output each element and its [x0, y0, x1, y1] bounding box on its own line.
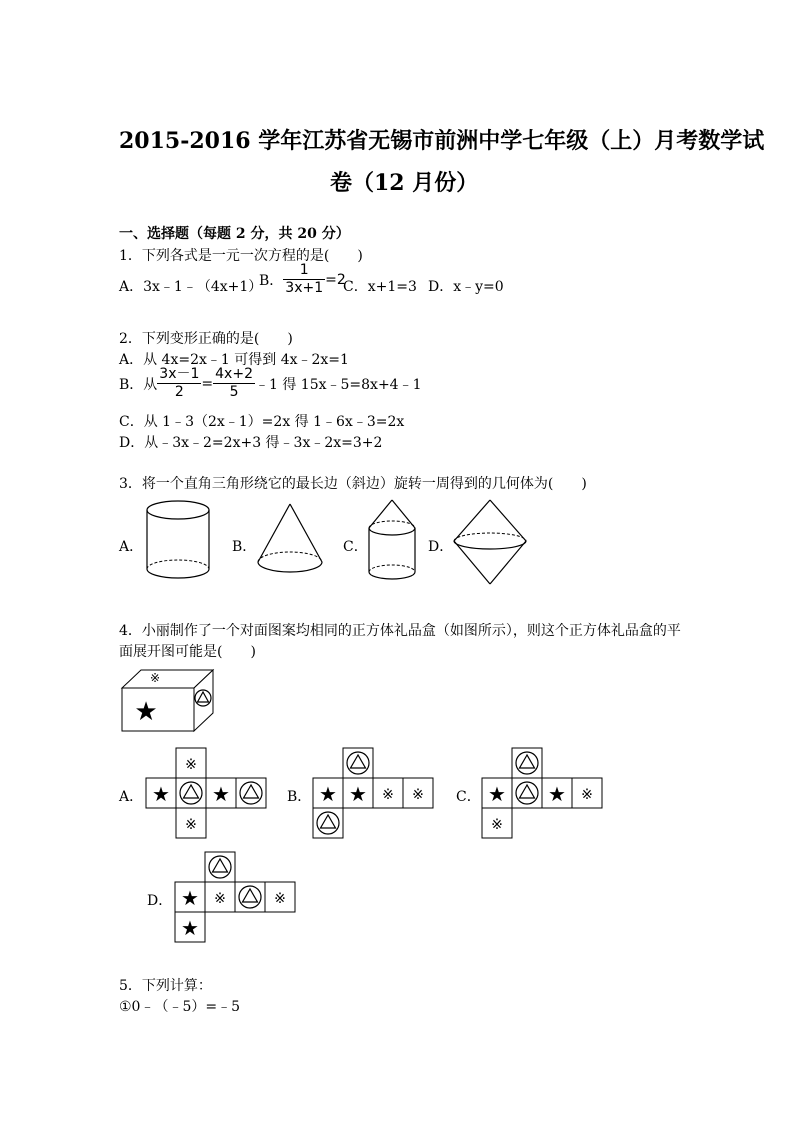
question-4-option-c: C．: [456, 789, 481, 805]
question-1-option-c: C．x+1=3: [343, 279, 417, 295]
fraction-numerator: 1: [283, 262, 325, 280]
mark-icon: ※: [274, 891, 286, 907]
mark-icon: ※: [185, 757, 197, 773]
question-5-stem: 5．下列计算：: [119, 978, 212, 994]
question-1-option-b: [259, 262, 346, 297]
fraction-numerator: 3x－1: [159, 366, 200, 382]
net-c-figure: [482, 747, 632, 839]
question-4-stem-line1: 4．小丽制作了一个对面图案均相同的正方体礼品盒（如图所示），则这个正方体礼品盒的平: [119, 623, 681, 639]
question-4-option-b: B．: [287, 789, 312, 805]
double-cone-figure: [448, 496, 534, 590]
question-2-option-b: [119, 366, 422, 401]
question-4-option-a: A．: [119, 789, 144, 805]
cube-front-star: ★: [134, 697, 158, 727]
question-2-stem: 2．下列变形正确的是( ): [119, 331, 293, 347]
cube-figure: [118, 665, 218, 735]
option-b-label: B．从: [119, 376, 158, 393]
net-b-figure: [313, 747, 463, 839]
star-icon: ★: [548, 782, 566, 806]
mark-icon: ※: [214, 891, 226, 907]
question-4-option-d: D．: [147, 893, 173, 909]
option-b-label: B．: [259, 272, 284, 289]
mark-icon: ※: [491, 817, 503, 833]
fraction-denominator: 3x+1: [285, 280, 324, 296]
document-title-line2: 卷（12 月份）: [330, 170, 479, 196]
mark-icon: ※: [382, 787, 394, 803]
question-3-option-d: D．: [428, 539, 454, 555]
star-icon: ★: [181, 916, 199, 940]
fraction: [283, 262, 325, 297]
section-heading: 一、选择题（每题 2 分，共 20 分）: [119, 226, 350, 242]
star-icon: ★: [152, 782, 170, 806]
question-2-option-d: D．从﹣3x﹣2=2x+3 得﹣3x﹣2x=3+2: [119, 435, 383, 451]
cone-figure: [250, 496, 330, 584]
question-3-option-a: A．: [119, 539, 144, 555]
question-2-option-a: A．从 4x=2x﹣1 可得到 4x﹣2x=1: [119, 352, 349, 368]
fraction-left: [157, 366, 201, 401]
cube-top-mark: ※: [149, 671, 161, 685]
question-4-stem-line2: 面展开图可能是( ): [119, 644, 256, 660]
option-b-tail: ﹣1 得 15x﹣5=8x+4﹣1: [254, 376, 422, 393]
question-3-option-b: B．: [232, 539, 257, 555]
fraction-numerator: 4x+2: [215, 366, 253, 382]
fraction-denominator: 2: [174, 384, 184, 400]
star-icon: ★: [181, 886, 199, 910]
star-icon: ★: [319, 782, 337, 806]
mark-icon: ※: [412, 787, 424, 803]
star-icon: ★: [212, 782, 230, 806]
star-icon: ★: [349, 782, 367, 806]
question-1-stem: 1．下列各式是一元一次方程的是( ): [119, 248, 363, 264]
question-3-option-c: C．: [343, 539, 368, 555]
question-5-item-1: ①0﹣（﹣5）=﹣5: [119, 999, 241, 1015]
question-2-option-c: C．从 1﹣3（2x﹣1）=2x 得 1﹣6x﹣3=2x: [119, 414, 405, 430]
net-d-figure: [175, 851, 325, 943]
mark-icon: ※: [581, 787, 593, 803]
star-icon: ★: [488, 782, 506, 806]
question-3-stem: 3．将一个直角三角形绕它的最长边（斜边）旋转一周得到的几何体为( ): [119, 476, 587, 492]
question-1-option-a: A．3x﹣1﹣（4x+1）: [119, 279, 263, 295]
equals-sign: =: [201, 375, 214, 392]
option-b-tail: =2: [325, 271, 346, 288]
mark-icon: ※: [185, 817, 197, 833]
fraction-right: [213, 366, 255, 401]
question-1-option-d: D．x﹣y=0: [428, 279, 504, 295]
cone-cylinder-figure: [360, 496, 430, 588]
net-a-figure: [146, 747, 296, 839]
document-title-line1: 2015-2016 学年江苏省无锡市前洲中学七年级（上）月考数学试: [119, 128, 765, 154]
cylinder-figure: [140, 498, 220, 584]
fraction-denominator: 5: [229, 384, 239, 400]
